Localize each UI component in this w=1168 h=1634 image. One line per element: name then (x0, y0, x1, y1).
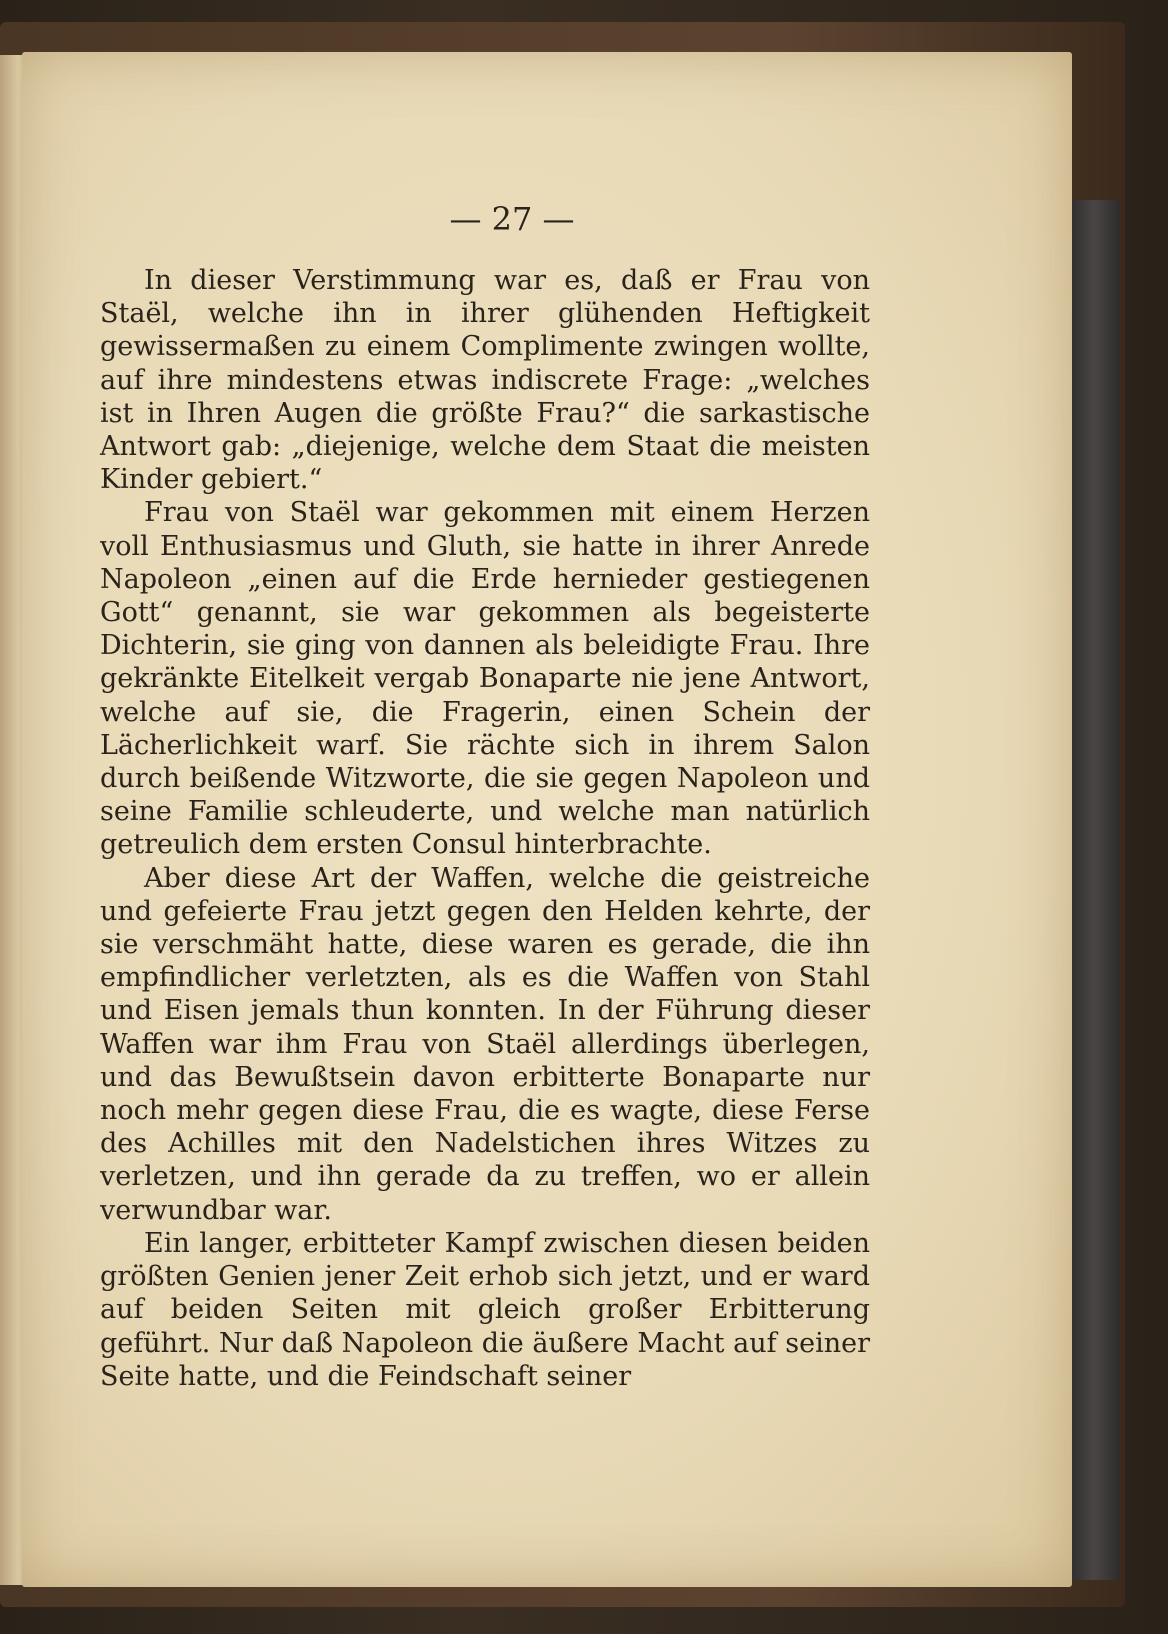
page-text (100, 264, 870, 1393)
page-number: — 27 — (449, 200, 575, 238)
book-page (22, 52, 1072, 1587)
paragraph-1: In dieser Verstimmung war es, daß er Frau von Staël, welche ihn in ihrer glühenden Heftigkeit gewissermaßen zu einem Complimente zwingen wollte, auf ihre mindestens etwas indiscrete Frage: „welches ist in Ihren Augen die größte Frau?“ die sarkastische Antwort gab: „diejenige, welche dem Staat die meisten Kinder gebiert.“ (100, 265, 870, 496)
cover-edge (1068, 200, 1120, 1580)
paragraph-3: Aber diese Art der Waffen, welche die geistreiche und gefeierte Frau jetzt gegen den Helden kehrte, der sie verschmäht hatte, diese waren es gerade, die ihn empfindlicher verletzten, als es die Waffen von Stahl und Eisen jemals thun konnten. In der Führung dieser Waffen war ihm Frau von Staël allerdings überlegen, und das Bewußtsein davon erbitterte Bonaparte nur noch mehr gegen diese Frau, die es wagte, diese Ferse des Achilles mit den Nadelstichen ihres Witzes zu verletzen, und ihn gerade da zu treffen, wo er allein verwundbar war. (100, 862, 870, 1226)
paragraph-4: Ein langer, erbitteter Kampf zwischen diesen beiden größten Genien jener Zeit erhob sich jetzt, und er ward auf beiden Seiten mit gleich großer Erbitterung geführt. Nur daß Napoleon die äußere Macht auf seiner Seite hatte, und die Feindschaft seiner (100, 1227, 870, 1392)
paragraph-2: Frau von Staël war gekommen mit einem Herzen voll Enthusiasmus und Gluth, sie hatte in ihrer Anrede Napoleon „einen auf die Erde hernieder gestiegenen Gott“ genannt, sie war gekommen als begeisterte Dichterin, sie ging von dannen als beleidigte Frau. Ihre gekränkte Eitelkeit vergab Bonaparte nie jene Antwort, welche auf sie, die Fragerin, einen Schein der Lächerlichkeit warf. Sie rächte sich in ihrem Salon durch beißende Witzworte, die sie gegen Napoleon und seine Familie schleuderte, und welche man natürlich getreulich dem ersten Consul hinterbrachte. (100, 497, 870, 861)
